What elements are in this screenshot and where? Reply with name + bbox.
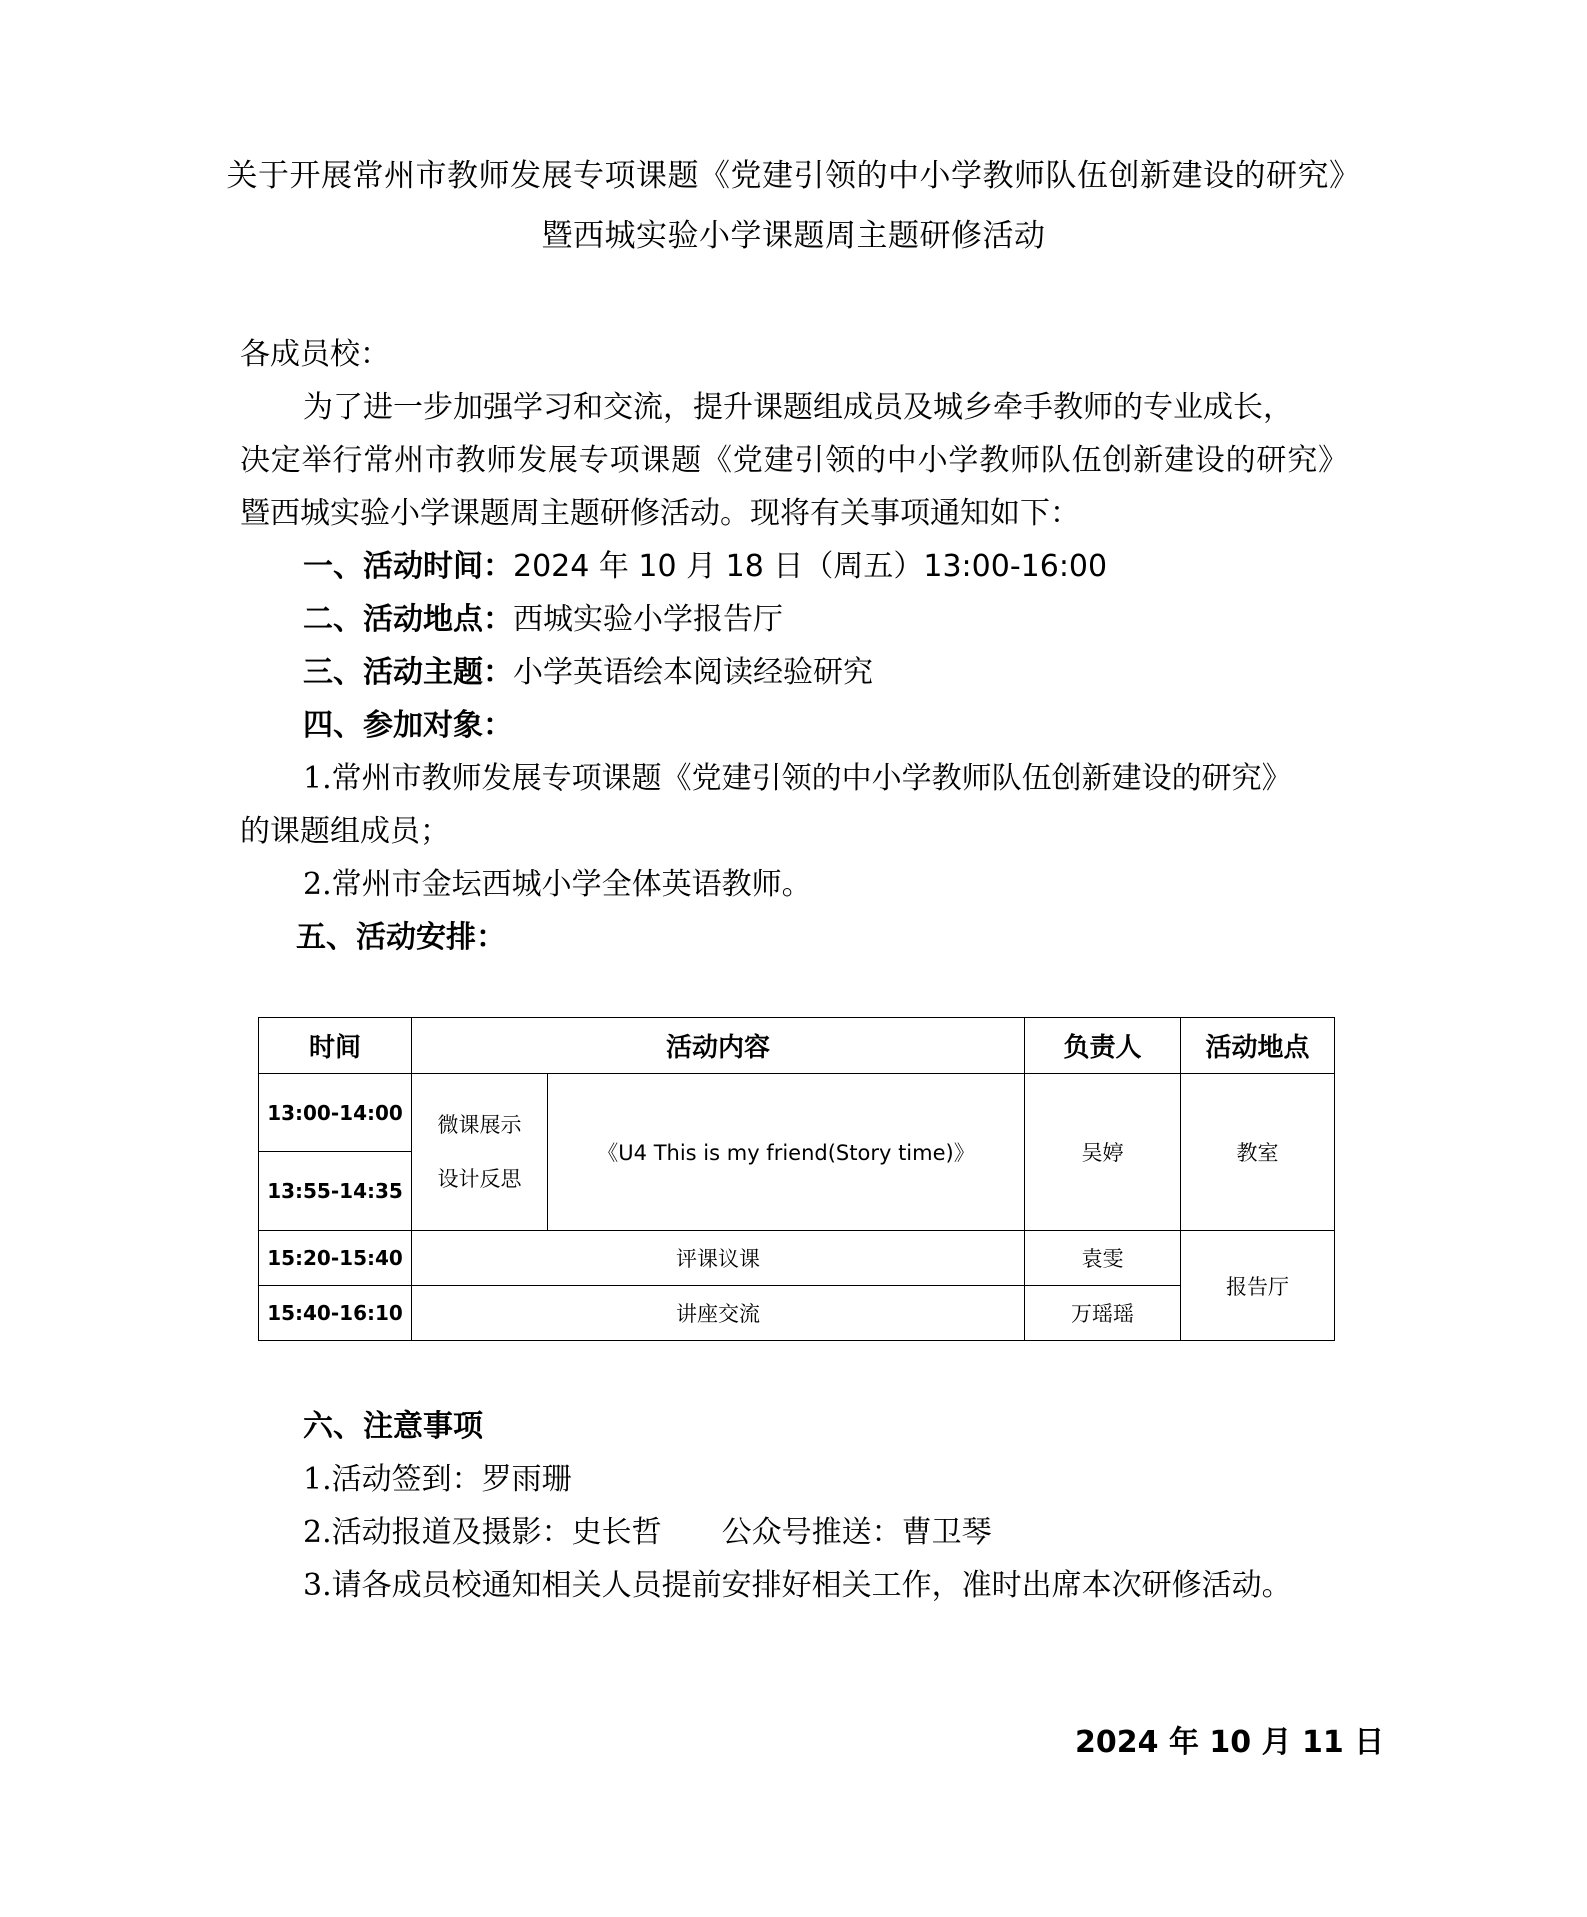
activity-place-value: 西城实验小学报告厅: [513, 602, 783, 637]
table-row: [259, 1286, 1335, 1341]
header-person: 负责人: [1025, 1018, 1181, 1074]
person-cell: 吴婷: [1025, 1074, 1181, 1231]
activity-type-cell: [412, 1074, 548, 1231]
activity-theme-value: 小学英语绘本阅读经验研究: [513, 655, 873, 690]
activity-type-2: 设计反思: [437, 1167, 522, 1191]
intro-line-2: 决定举行常州市教师发展专项课题《党建引领的中小学教师队伍创新建设的研究》: [240, 443, 1348, 478]
document-title-line-1: 关于开展常州市教师发展专项课题《党建引领的中小学教师队伍创新建设的研究》: [226, 158, 1361, 194]
activity-place-label: 二、活动地点：: [303, 602, 513, 637]
schedule-table: [258, 1017, 1335, 1341]
header-time: 时间: [259, 1018, 412, 1074]
note-3: 3.请各成员校通知相关人员提前安排好相关工作，准时出席本次研修活动。: [303, 1568, 1292, 1603]
note-2: [303, 1515, 992, 1551]
schedule-label: 五、活动安排：: [296, 920, 506, 955]
activity-type-1: 微课展示: [437, 1113, 522, 1137]
participant-2: 2.常州市金坛西城小学全体英语教师。: [303, 867, 812, 902]
participants-label: 四、参加对象：: [303, 708, 513, 743]
lesson-title-cell: 《U4 This is my friend(Story time)》: [548, 1074, 1025, 1231]
content-cell: 讲座交流: [412, 1286, 1025, 1341]
table-row: [259, 1231, 1335, 1286]
time-cell: 13:55-14:35: [259, 1152, 412, 1231]
activity-theme-label: 三、活动主题：: [303, 655, 513, 690]
header-content: 活动内容: [412, 1018, 1025, 1074]
table-header-row: [259, 1018, 1335, 1074]
document-title-line-2: 暨西城实验小学课题周主题研修活动: [541, 218, 1046, 254]
note-2-reporting: 2.活动报道及摄影：史长哲: [303, 1515, 662, 1550]
activity-time: [303, 549, 1107, 585]
salutation: 各成员校：: [240, 337, 390, 372]
place-cell: 报告厅: [1181, 1231, 1335, 1341]
intro-line-1: 为了进一步加强学习和交流，提升课题组成员及城乡牵手教师的专业成长，: [303, 390, 1293, 425]
issue-date: 2024 年 10 月 11 日: [1075, 1725, 1385, 1760]
time-cell: 15:40-16:10: [259, 1286, 412, 1341]
content-cell: 评课议课: [412, 1231, 1025, 1286]
intro-line-3: 暨西城实验小学课题周主题研修活动。现将有关事项通知如下：: [240, 496, 1080, 531]
activity-theme: [303, 655, 873, 691]
place-cell: 教室: [1181, 1074, 1335, 1231]
note-2-publicity: 公众号推送：曹卫琴: [721, 1515, 992, 1550]
activity-place: [303, 602, 783, 638]
activity-time-label: 一、活动时间：: [303, 549, 513, 584]
person-cell: 万瑶瑶: [1025, 1286, 1181, 1341]
notes-label: 六、注意事项: [303, 1409, 483, 1444]
note-1: 1.活动签到：罗雨珊: [303, 1462, 572, 1497]
activity-time-value: 2024 年 10 月 18 日（周五）13:00-16:00: [513, 549, 1108, 584]
participant-1-line-2: 的课题组成员；: [240, 814, 450, 849]
table-row: [259, 1074, 1335, 1152]
time-cell: 13:00-14:00: [259, 1074, 412, 1152]
time-cell: 15:20-15:40: [259, 1231, 412, 1286]
header-place: 活动地点: [1181, 1018, 1335, 1074]
participant-1-line-1: 1.常州市教师发展专项课题《党建引领的中小学教师队伍创新建设的研究》: [303, 761, 1292, 796]
person-cell: 袁雯: [1025, 1231, 1181, 1286]
